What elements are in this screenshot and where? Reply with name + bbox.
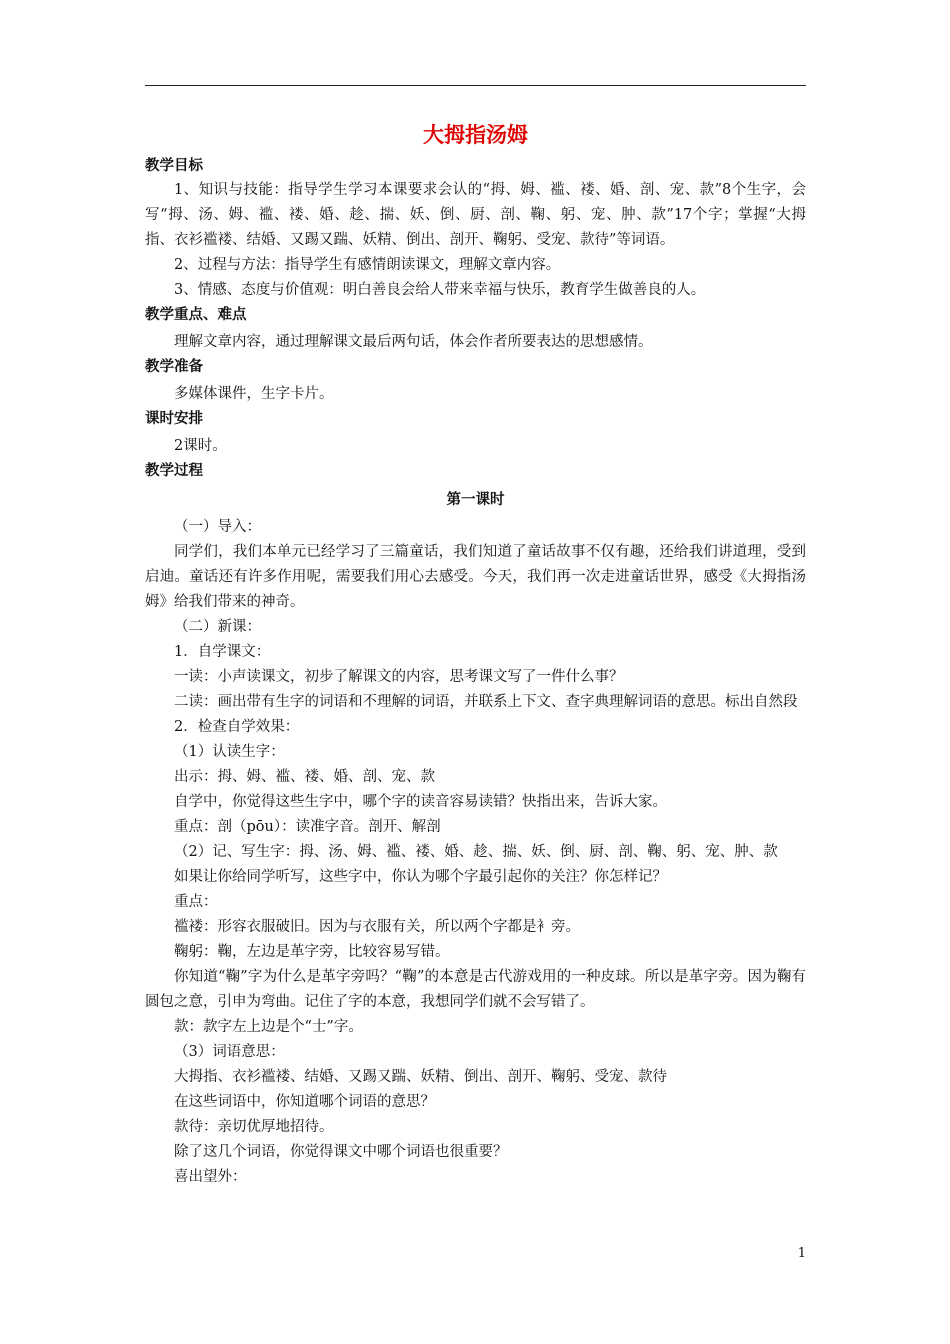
schedule-text: 2课时。 (174, 438, 227, 454)
objective-item: 3、情感、态度与价值观：明白善良会给人带来幸福与快乐，教育学生做善良的人。 (174, 282, 706, 298)
process-line: 鞠躬：鞠，左边是革字旁，比较容易写错。 (174, 944, 450, 960)
process-line: 同学们，我们本单元已经学习了三篇童话，我们知道了童话故事不仅有趣，还给我们讲道理，受到启迪。童话还有许多作用呢，需要我们用心去感受。今天，我们再一次走进童话世界，感受《大拇指汤姆》给我们带来的神奇。 (145, 544, 806, 610)
keypoints-text: 理解文章内容，通过理解课文最后两句话，体会作者所要表达的思想感情。 (174, 334, 653, 350)
process-line: 如果让你给同学听写，这些字中，你认为哪个字最引起你的关注？你怎样记？ (174, 869, 667, 885)
heading-objectives: 教学目标 (145, 158, 203, 174)
process-line: （2）记、写生字：拇、汤、姆、褴、褛、婚、趁、揣、妖、倒、厨、剖、鞠、躬、宠、肿、款 (174, 844, 778, 860)
heading-schedule: 课时安排 (145, 411, 203, 427)
page-number: 1 (797, 1246, 806, 1261)
process-line: 二读：画出带有生字的词语和不理解的词语，并联系上下文、查字典理解词语的意思。标出自然段 (174, 694, 798, 710)
heading-preparation: 教学准备 (145, 359, 203, 375)
objective-item: 2、过程与方法：指导学生有感情朗读课文，理解文章内容。 (174, 257, 561, 273)
process-line: 一读：小声读课文，初步了解课文的内容，思考课文写了一件什么事？ (174, 669, 624, 685)
lesson-title: 第一课时 (446, 492, 505, 508)
process-line: 在这些词语中，你知道哪个词语的意思？ (174, 1094, 435, 1110)
document-body (145, 118, 806, 1190)
process-line: 除了这几个词语，你觉得课文中哪个词语也很重要？ (174, 1144, 508, 1160)
process-line: （3）词语意思： (174, 1044, 285, 1060)
process-line: 重点：剖（pōu）：读准字音。剖开、解剖 (174, 819, 441, 835)
objective-item: 1、知识与技能：指导学生学习本课要求会认的“拇、姆、褴、褛、婚、剖、宠、款”8个生字，会写“拇、汤、姆、褴、褛、婚、趁、揣、妖、倒、厨、剖、鞠、躬、宠、肿、款”17个字；掌握“大拇指、衣衫褴褛、结婚、又踢又踹、妖精、倒出、剖开、鞠躬、受宠、款待”等词语。 (145, 182, 806, 248)
process-line: 重点： (174, 894, 218, 910)
process-line: 你知道“鞠”字为什么是革字旁吗？“鞠”的本意是古代游戏用的一种皮球。所以是革字旁。因为鞠有圆包之意，引申为弯曲。记住了字的本意，我想同学们就不会写错了。 (145, 969, 806, 1010)
process-line: 款：款字左上边是个“士”字。 (174, 1019, 363, 1035)
process-line: 褴褛：形容衣服破旧。因为与衣服有关，所以两个字都是衤旁。 (174, 919, 580, 935)
document-title: 大拇指汤姆 (423, 123, 528, 147)
process-line: 喜出望外： (174, 1169, 247, 1185)
process-line: 大拇指、衣衫褴褛、结婚、又踢又踹、妖精、倒出、剖开、鞠躬、受宠、款待 (174, 1069, 667, 1085)
heading-keypoints: 教学重点、难点 (145, 307, 247, 323)
process-line: 款待：亲切优厚地招待。 (174, 1119, 334, 1135)
process-line: 2．检查自学效果： (174, 719, 300, 735)
process-line: 1．自学课文： (174, 644, 271, 660)
preparation-text: 多媒体课件，生字卡片。 (174, 386, 334, 402)
header-rule (145, 85, 806, 86)
process-line: 出示：拇、姆、褴、褛、婚、剖、宠、款 (174, 769, 435, 785)
process-line: （1）认读生字： (174, 744, 285, 760)
process-line: 自学中，你觉得这些生字中，哪个字的读音容易读错？快指出来，告诉大家。 (174, 794, 667, 810)
process-line: （一）导入： (174, 519, 261, 535)
process-line: （二）新课： (174, 619, 261, 635)
heading-process: 教学过程 (145, 463, 203, 479)
